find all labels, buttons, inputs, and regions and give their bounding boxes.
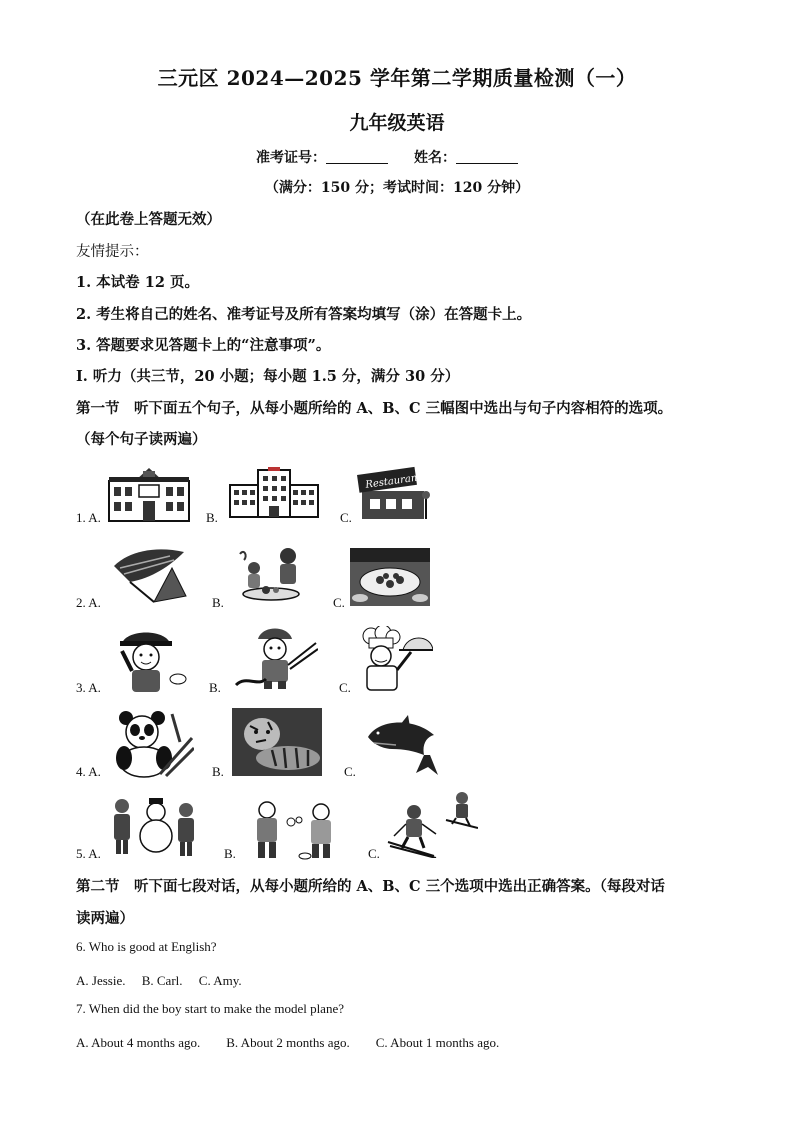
part2-instruction-cont: 读两遍） [76, 910, 134, 927]
q7-question: 7. When did the boy start to make the model plane? [76, 1001, 344, 1016]
restaurant-icon [356, 465, 432, 521]
exam-title: 三元区 2024—2025 学年第二学期质量检测（一） [157, 66, 637, 90]
q4-label-b: B. [212, 764, 224, 779]
snowball-fight-icon [245, 800, 345, 860]
food-plate-icon [350, 548, 430, 606]
family-dinner-icon [236, 546, 306, 606]
tiger-icon [232, 708, 322, 776]
restaurant-sign: Restaurant [364, 472, 422, 491]
q2-label-c: C. [333, 595, 345, 610]
exam-id-label: 准考证号： [256, 150, 326, 166]
police-officer-icon [108, 627, 188, 693]
tip-item: 1. 本试卷 12 页。 [76, 274, 199, 291]
exam-id-blank [326, 150, 388, 164]
skiing-icon [386, 790, 478, 858]
chef-icon [353, 626, 433, 692]
q4-label-c: C. [344, 764, 356, 779]
score-time: （满分：150 分；考试时间：120 分钟） [264, 180, 530, 196]
part2-instruction: 第二节 听下面七段对话，从每小题所给的 A、B、C 三个选项中选出正确答案。（每段对话 [76, 878, 665, 895]
invalid-note: （在此卷上答题无效） [76, 211, 221, 228]
tip-item: 2. 考生将自己的姓名、准考证号及所有答案均填写（涂）在答题卡上。 [76, 306, 532, 323]
section-heading: Ⅰ. 听力（共三节，20 小题；每小题 1.5 分，满分 30 分） [76, 368, 460, 385]
q3-label-c: C. [339, 680, 351, 695]
snowman-icon [108, 792, 202, 858]
name-label: 姓名： [414, 150, 456, 166]
q5-label-b: B. [224, 846, 236, 861]
q5-label-c: C. [368, 846, 380, 861]
tip-item: 3. 答题要求见答题卡上的“注意事项”。 [76, 337, 331, 354]
part1-instruction-cont: （每个句子读两遍） [76, 431, 207, 448]
q6-options: A. Jessie. B. Carl. C. Amy. [76, 973, 242, 988]
q1-label-b: B. [206, 510, 218, 525]
q1-label-c: C. [340, 510, 352, 525]
firefighter-icon [232, 625, 318, 691]
q3-label-a: 3. A. [76, 680, 101, 695]
name-blank [456, 150, 518, 164]
dolphin-icon [364, 715, 440, 777]
zongzi-icon [110, 546, 188, 604]
exam-subtitle: 九年级英语 [349, 112, 445, 134]
q5-label-a: 5. A. [76, 846, 101, 861]
q4-label-a: 4. A. [76, 764, 101, 779]
q2-label-b: B. [212, 595, 224, 610]
q1-label-a: 1. A. [76, 510, 101, 525]
candidate-info [256, 147, 518, 167]
part1-instruction: 第一节 听下面五个句子，从每小题所给的 A、B、C 三幅图中选出与句子内容相符的选项。 [76, 400, 673, 417]
q2-label-a: 2. A. [76, 595, 101, 610]
tips-title: 友情提示： [76, 244, 149, 260]
panda-icon [110, 708, 194, 778]
q7-options: A. About 4 months ago. B. About 2 months ago. C. About 1 months ago. [76, 1035, 500, 1050]
office-building-icon [228, 467, 320, 519]
q6-question: 6. Who is good at English? [76, 939, 217, 954]
q3-label-b: B. [209, 680, 221, 695]
old-building-icon [105, 465, 193, 523]
